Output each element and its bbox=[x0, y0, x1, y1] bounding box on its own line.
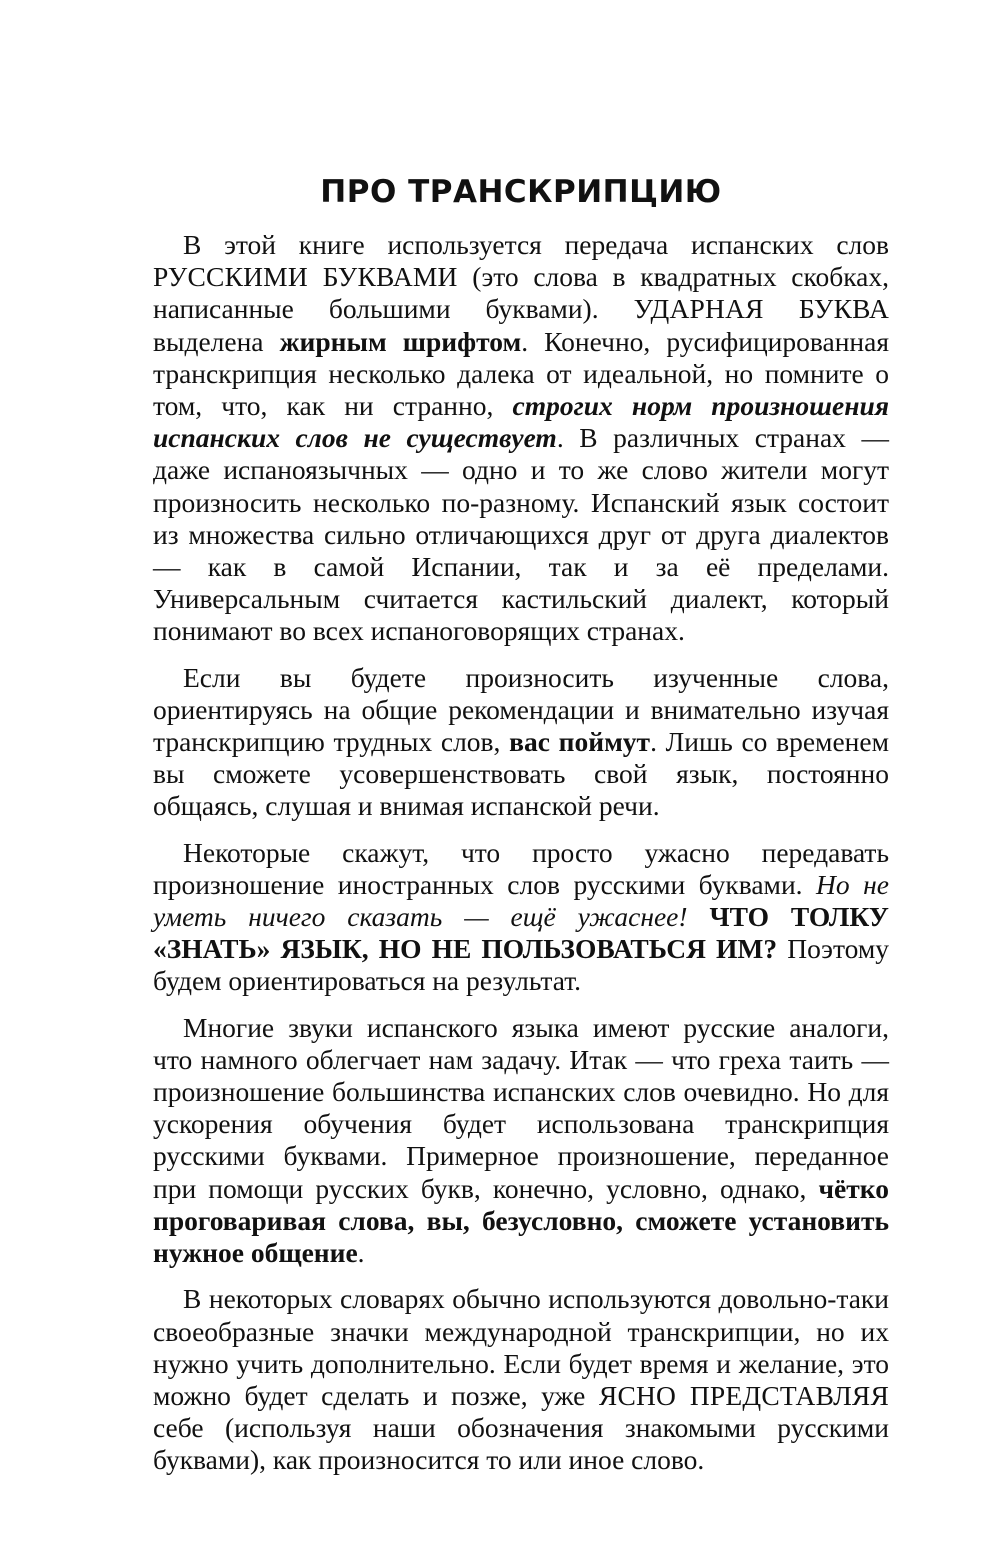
paragraph-1 bbox=[153, 229, 889, 648]
paragraph-4-text-1: Многие звуки испанского языка имеют русские аналоги, что намного облегчает нам задачу. Итак — что греха таить — произношение большинства испанских слов очевидно. Но для ускорения обучения будет использована транскрипция русскими буквами. Примерное произношение, переданное при помощи русских букв, конечно, условно, однако, bbox=[153, 1011, 889, 1204]
paragraph-1-caps-2: УДАРНАЯ БУКВА bbox=[633, 293, 889, 325]
paragraph-5-text-1: В некоторых словарях обычно используются довольно-таки своеобразные значки международной транскрипции, но их нужно учить дополнительно. Если будет время и желание, это можно будет сделать и позже, уже bbox=[153, 1283, 889, 1411]
paragraph-1-text-3: выделена bbox=[153, 325, 280, 357]
paragraph-2-text-1: Если вы будете произносить изученные слова, ориентируясь на общие рекомендации и внимательно изучая транскрипцию трудных слов, bbox=[153, 661, 889, 758]
paragraph-1-caps-1: РУССКИМИ БУКВАМИ bbox=[153, 261, 458, 293]
paragraph-2-bold-1: вас поймут bbox=[509, 726, 651, 758]
paragraph-3-italic-1: Но не уметь ничего сказать — ещё ужаснее! bbox=[153, 868, 889, 933]
paragraph-5 bbox=[153, 1283, 889, 1476]
paragraph-4-bold-1: чётко проговаривая слова, вы, безусловно, сможете установить нужное общение bbox=[153, 1172, 889, 1269]
paragraph-3 bbox=[153, 837, 889, 998]
paragraph-3-text-2 bbox=[688, 901, 710, 932]
paragraph-1-text-4: . Конечно, русифицированная транскрипция несколько далека от идеальной, но помните о том, что, как ни странно, bbox=[153, 325, 889, 422]
paragraph-4-text-2: . bbox=[357, 1237, 365, 1269]
paragraph-1-text-5: . В различных странах — даже испаноязычных — одно и то же слово жители могут произносить несколько по-разному. Испанский язык состоит из множества сильно отличающихся друг от друга диалектов — как в самой Испании, так и за её пределами. Универсальным считается кастильский диалект, который понимают во всех испаноговорящих странах. bbox=[153, 422, 889, 647]
page-content bbox=[153, 168, 889, 1491]
paragraph-5-caps-1: ЯСНО ПРЕДСТАВЛЯЯ bbox=[598, 1379, 889, 1411]
paragraph-3-bold-1: ЧТО ТОЛКУ «ЗНАТЬ» ЯЗЫК, НО НЕ ПОЛЬЗОВАТЬСЯ ИМ? bbox=[153, 901, 889, 965]
paragraph-2-text-2: . Лишь со временем вы сможете усовершенствовать свой язык, постоянно общаясь, слушая и внимая испанской речи. bbox=[153, 726, 889, 822]
paragraph-1-bold-1: жирным шрифтом bbox=[279, 325, 522, 357]
paragraph-5-text-2: себе (используя наши обозначения знакомыми русскими буквами), как произносится то или иное слово. bbox=[153, 1412, 889, 1476]
paragraph-3-text-3: Поэтому будем ориентироваться на результат. bbox=[153, 933, 889, 997]
paragraph-1-text-1: В этой книге используется передача испанских слов bbox=[183, 229, 889, 260]
paragraph-1-bold-italic-1: строгих норм произношения испанских слов не существует bbox=[153, 390, 889, 454]
paragraph-4 bbox=[153, 1012, 889, 1270]
paragraph-2 bbox=[153, 662, 889, 823]
page-title: ПРО ТРАНСКРИПЦИЮ bbox=[320, 174, 722, 210]
paragraph-1-text-2: (это слова в квадратных скобках, написанные большими буквами). bbox=[153, 261, 889, 325]
paragraph-3-text-1: Некоторые скажут, что просто ужасно передавать произношение иностранных слов русскими буквами. bbox=[153, 836, 889, 900]
